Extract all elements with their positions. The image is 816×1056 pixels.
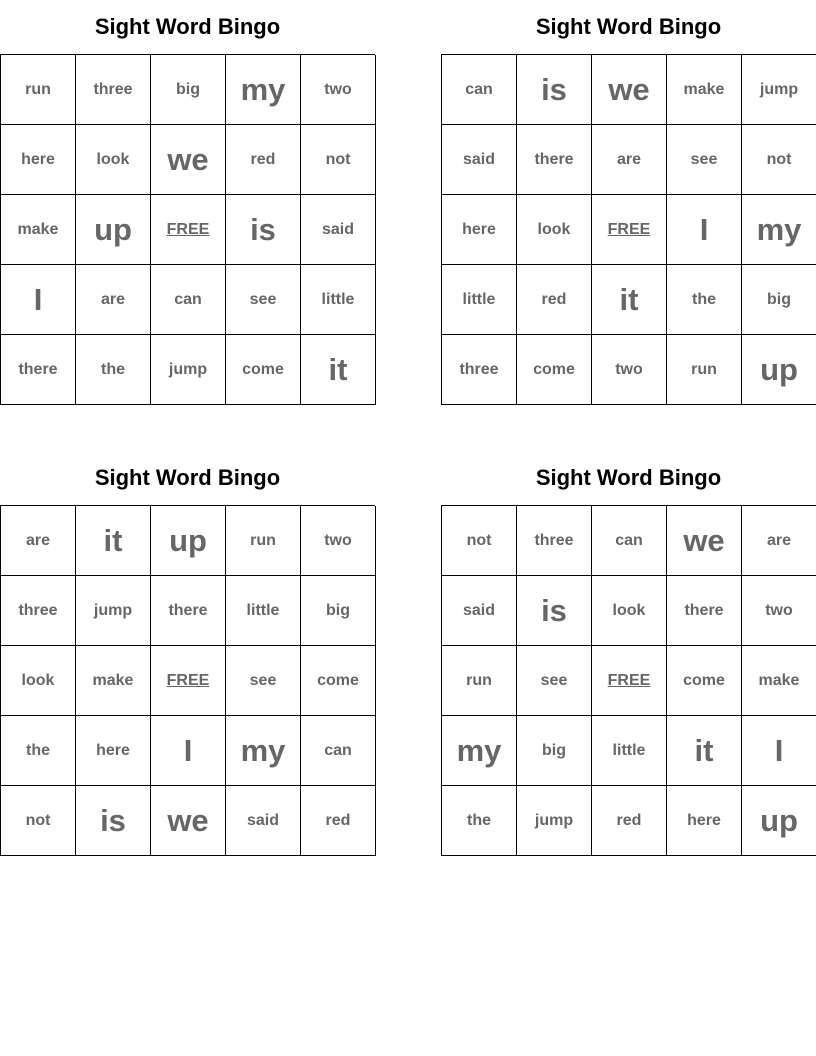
bingo-cell: not xyxy=(1,786,76,856)
bingo-cell: three xyxy=(517,506,592,576)
bingo-grid xyxy=(441,505,816,856)
bingo-grid xyxy=(0,505,375,856)
bingo-cell: can xyxy=(592,506,667,576)
bingo-grid xyxy=(0,54,375,405)
bingo-cell: two xyxy=(742,576,816,646)
bingo-cell: little xyxy=(442,265,517,335)
bingo-cell: there xyxy=(151,576,226,646)
bingo-cell: make xyxy=(667,55,742,125)
bingo-cell: can xyxy=(442,55,517,125)
card-title: Sight Word Bingo xyxy=(94,14,281,39)
free-space: FREE xyxy=(592,195,667,265)
free-space: FREE xyxy=(151,195,226,265)
bingo-card-3 xyxy=(0,463,375,856)
bingo-cell: is xyxy=(226,195,301,265)
bingo-cell: look xyxy=(517,195,592,265)
bingo-cell: said xyxy=(442,125,517,195)
bingo-cell: up xyxy=(742,335,816,405)
bingo-cell: there xyxy=(667,576,742,646)
bingo-cell: jump xyxy=(517,786,592,856)
bingo-cell: two xyxy=(301,55,376,125)
bingo-cell: I xyxy=(742,716,816,786)
bingo-cell: my xyxy=(442,716,517,786)
card-title: Sight Word Bingo xyxy=(535,465,722,490)
bingo-grid xyxy=(441,54,816,405)
bingo-cell: three xyxy=(1,576,76,646)
bingo-cell: run xyxy=(442,646,517,716)
bingo-cell: come xyxy=(517,335,592,405)
bingo-cell: I xyxy=(1,265,76,335)
bingo-cell: jump xyxy=(742,55,816,125)
bingo-cell: run xyxy=(667,335,742,405)
bingo-cell: there xyxy=(517,125,592,195)
bingo-cell: I xyxy=(667,195,742,265)
bingo-card-4 xyxy=(441,463,816,856)
bingo-cell: see xyxy=(226,646,301,716)
bingo-cell: two xyxy=(301,506,376,576)
bingo-cell: here xyxy=(667,786,742,856)
bingo-cell: little xyxy=(592,716,667,786)
bingo-cell: up xyxy=(151,506,226,576)
bingo-cell: see xyxy=(667,125,742,195)
bingo-cell: not xyxy=(742,125,816,195)
bingo-cell: up xyxy=(76,195,151,265)
bingo-cell: red xyxy=(592,786,667,856)
bingo-card-1 xyxy=(0,12,375,405)
bingo-cell: red xyxy=(226,125,301,195)
free-space: FREE xyxy=(151,646,226,716)
bingo-cell: little xyxy=(301,265,376,335)
bingo-cell: make xyxy=(742,646,816,716)
free-space: FREE xyxy=(592,646,667,716)
bingo-cell: is xyxy=(76,786,151,856)
bingo-cell: can xyxy=(151,265,226,335)
bingo-cell: are xyxy=(742,506,816,576)
bingo-cell: see xyxy=(517,646,592,716)
bingo-cell: said xyxy=(301,195,376,265)
bingo-cell: come xyxy=(667,646,742,716)
card-title: Sight Word Bingo xyxy=(94,465,281,490)
bingo-cell: come xyxy=(301,646,376,716)
bingo-cell: look xyxy=(592,576,667,646)
bingo-cell: my xyxy=(226,55,301,125)
bingo-cell: here xyxy=(76,716,151,786)
bingo-cell: is xyxy=(517,55,592,125)
bingo-cell: my xyxy=(742,195,816,265)
bingo-cell: big xyxy=(742,265,816,335)
bingo-cell: little xyxy=(226,576,301,646)
bingo-cell: three xyxy=(442,335,517,405)
bingo-cell: look xyxy=(1,646,76,716)
bingo-cell: jump xyxy=(76,576,151,646)
bingo-cell: it xyxy=(667,716,742,786)
bingo-cell: we xyxy=(151,786,226,856)
bingo-cell: it xyxy=(592,265,667,335)
bingo-cell: jump xyxy=(151,335,226,405)
bingo-cell: we xyxy=(667,506,742,576)
bingo-cell: big xyxy=(517,716,592,786)
bingo-cell: make xyxy=(1,195,76,265)
bingo-cell: look xyxy=(76,125,151,195)
bingo-cell: not xyxy=(442,506,517,576)
bingo-cell: red xyxy=(517,265,592,335)
bingo-cell: are xyxy=(1,506,76,576)
bingo-cell: the xyxy=(667,265,742,335)
bingo-cell: said xyxy=(226,786,301,856)
bingo-cell: the xyxy=(442,786,517,856)
card-title: Sight Word Bingo xyxy=(535,14,722,39)
bingo-cell: three xyxy=(76,55,151,125)
bingo-cell: the xyxy=(1,716,76,786)
bingo-cell: there xyxy=(1,335,76,405)
bingo-cell: we xyxy=(592,55,667,125)
bingo-cell: is xyxy=(517,576,592,646)
bingo-card-2 xyxy=(441,12,816,405)
bingo-cell: my xyxy=(226,716,301,786)
bingo-cell: here xyxy=(442,195,517,265)
bingo-cell: I xyxy=(151,716,226,786)
bingo-cell: we xyxy=(151,125,226,195)
bingo-cell: up xyxy=(742,786,816,856)
bingo-cell: are xyxy=(592,125,667,195)
bingo-cell: see xyxy=(226,265,301,335)
bingo-cell: red xyxy=(301,786,376,856)
bingo-cell: said xyxy=(442,576,517,646)
bingo-cell: run xyxy=(1,55,76,125)
bingo-cell: here xyxy=(1,125,76,195)
bingo-cell: can xyxy=(301,716,376,786)
bingo-cell: two xyxy=(592,335,667,405)
bingo-cell: are xyxy=(76,265,151,335)
bingo-cell: big xyxy=(301,576,376,646)
bingo-cell: it xyxy=(76,506,151,576)
bingo-cell: come xyxy=(226,335,301,405)
bingo-cell: it xyxy=(301,335,376,405)
bingo-cell: make xyxy=(76,646,151,716)
bingo-cell: big xyxy=(151,55,226,125)
bingo-cell: run xyxy=(226,506,301,576)
bingo-cell: the xyxy=(76,335,151,405)
bingo-cell: not xyxy=(301,125,376,195)
